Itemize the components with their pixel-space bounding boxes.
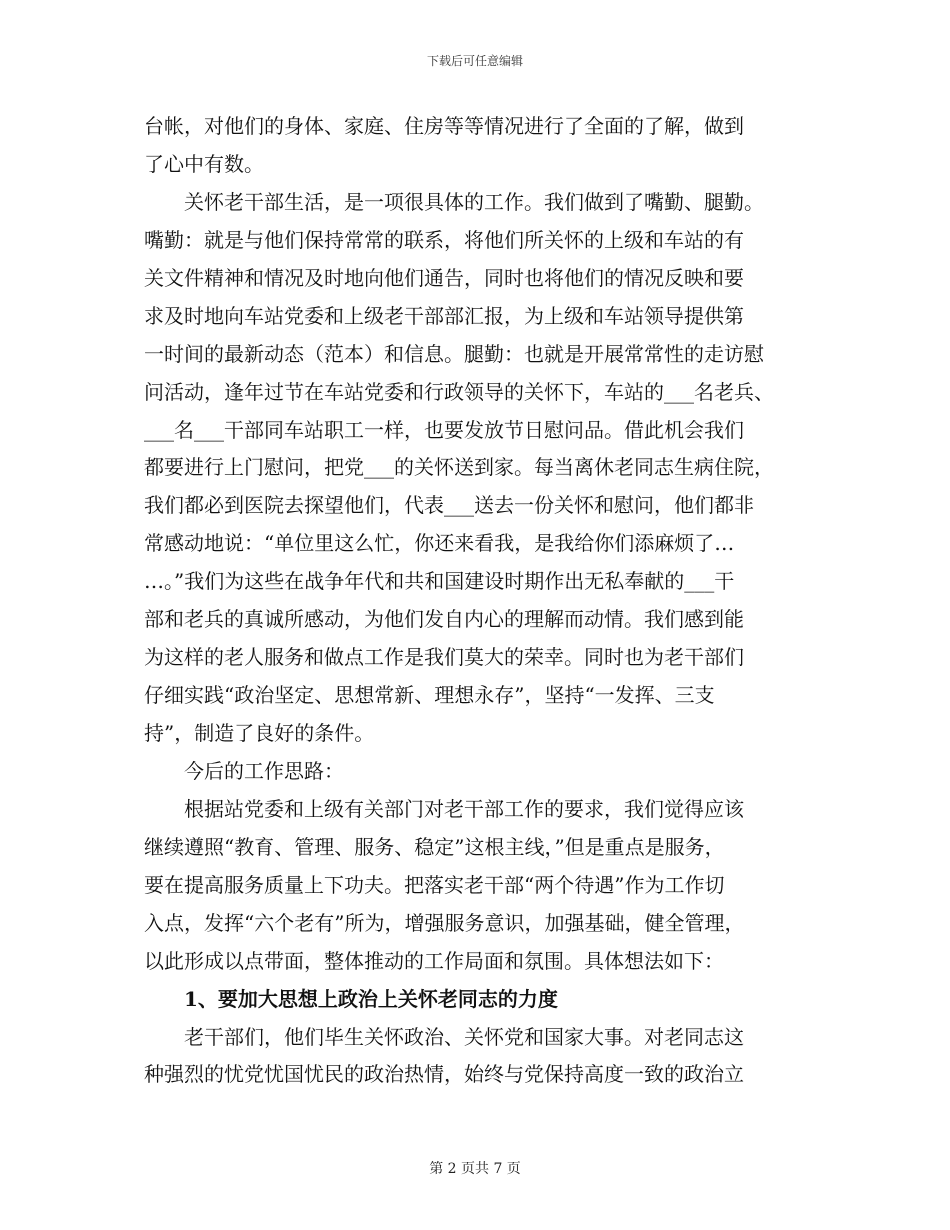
text-line: 种强烈的忧党忧国忧民的政治热情，始终与党保持高度一致的政治立 (144, 1062, 744, 1087)
paragraph-start: 关怀老干部生活，是一项很具体的工作。我们做到了嘴勤、腿勤。 (184, 189, 764, 214)
text-line: 常感动地说：“单位里这么忙，你还来看我，是我给你们添麻烦了… (144, 531, 735, 556)
text-line: …。”我们为这些在战争年代和共和国建设时期作出无私奉献的___干 (144, 569, 735, 594)
page-header: 下载后可任意编辑 (426, 54, 523, 68)
paragraph-start: 今后的工作思路： (184, 758, 344, 783)
text-line: 部和老兵的真诚所感动，为他们发自内心的理解而动情。我们感到能 (144, 607, 744, 632)
text-line: 持”，制造了良好的条件。 (144, 721, 375, 745)
page-footer: 第 2 页共 7 页 (429, 1161, 521, 1177)
text-line: 问活动，逢年过节在车站党委和行政领导的关怀下，车站的___名老兵、 (144, 379, 774, 404)
text-line: 嘴勤：就是与他们保持常常的联系，将他们所关怀的上级和车站的有 (144, 227, 744, 252)
text-line: ___名___干部同车站职工一样，也要发放节日慰问品。借此机会我们 (144, 417, 744, 442)
text-line: 我们都必到医院去探望他们，代表___送去一份关怀和慰问，他们都非 (144, 493, 754, 518)
text-line: 一时间的最新动态（范本）和信息。腿勤：也就是开展常常性的走访慰 (144, 341, 764, 366)
text-line: 了心中有数。 (144, 151, 264, 176)
text-line: 台帐，对他们的身体、家庭、住房等等情况进行了全面的了解，做到 (144, 114, 744, 138)
text-line: 仔细实践“政治坚定、思想常新、理想永存”，坚持“一发挥、三支 (144, 683, 715, 708)
text-line: 为这样的老人服务和做点工作是我们莫大的荣幸。同时也为老干部们 (144, 645, 744, 670)
section-heading: 1、要加大思想上政治上关怀老同志的力度 (184, 986, 558, 1011)
text-line: 继续遵照“教育、管理、服务、稳定”这根主线，”但是重点是服务， (144, 834, 725, 859)
text-line: 求及时地向车站党委和上级老干部部汇报，为上级和车站领导提供第 (144, 303, 744, 328)
text-line: 都要进行上门慰问，把党___的关怀送到家。每当离休老同志生病住院， (144, 455, 774, 480)
paragraph-start: 根据站党委和上级有关部门对老干部工作的要求，我们觉得应该 (184, 796, 744, 821)
document-body (144, 108, 818, 1094)
text-line: 要在提高服务质量上下功夫。把落实老干部“两个待遇”作为工作切 (144, 872, 725, 897)
text-line: 以此形成以点带面，整体推动的工作局面和氛围。具体想法如下： (144, 948, 724, 973)
text-line: 关文件精神和情况及时地向他们通告，同时也将他们的情况反映和要 (144, 265, 744, 290)
paragraph-start: 老干部们，他们毕生关怀政治、关怀党和国家大事。对老同志这 (184, 1024, 744, 1049)
text-line: 入点，发挥“六个老有”所为，增强服务意识，加强基础，健全管理， (144, 910, 745, 935)
